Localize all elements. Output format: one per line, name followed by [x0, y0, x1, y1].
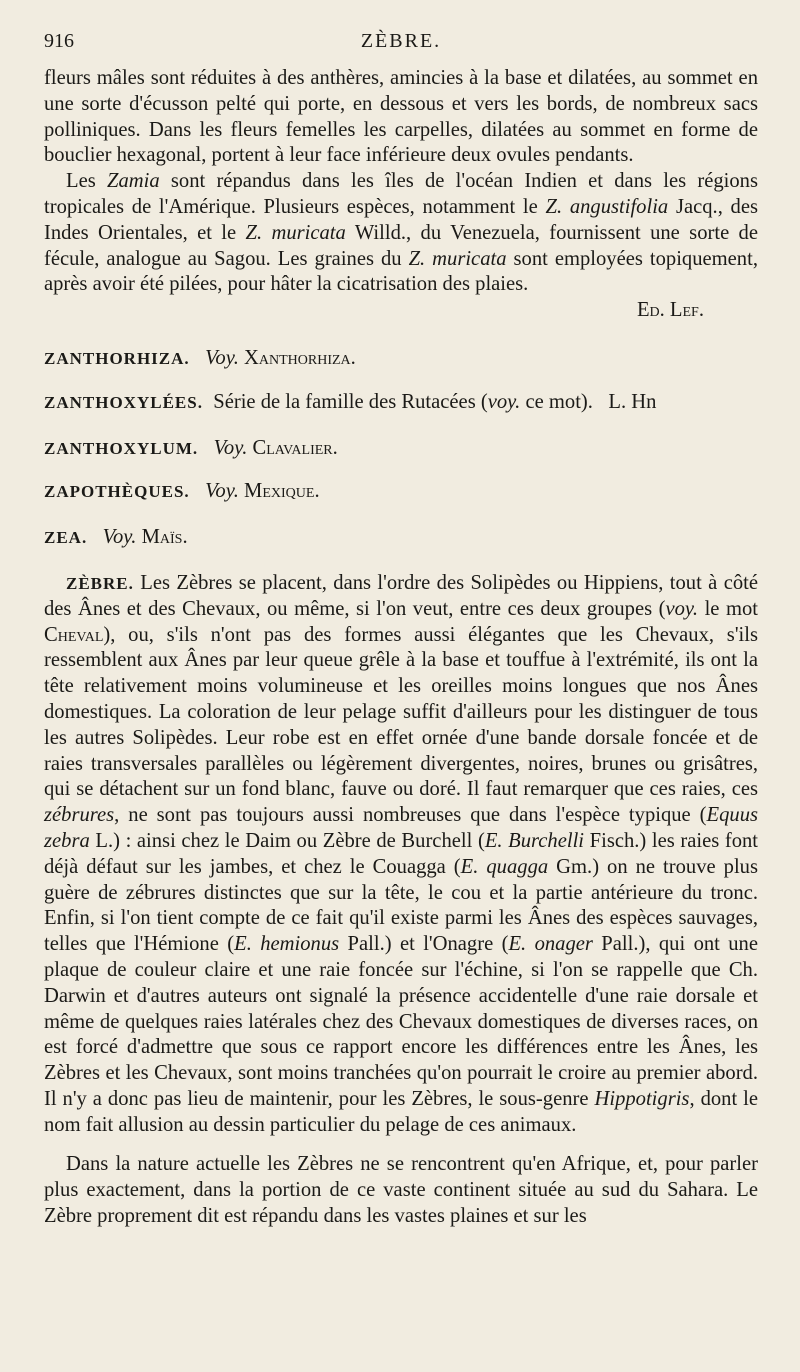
text-run: sont répandus dans les îles de l'océan Indien et dans les régions tropicales de l'Amérique. Plusieurs espèces, notamment le — [44, 170, 758, 218]
italic-run: voy. — [665, 597, 699, 620]
author-signature: Ed. Lef. — [636, 299, 704, 322]
zamia-paragraph-1: fleurs mâles sont réduites à des anthères, amincies à la base et dilatées, au sommet en une sorte d'écusson pelté qui porte, en dessous et vers les bords, de nombreux sacs polliniques. Dans les fleurs femelles les carpelles, dilatées au sommet en forme de bouclier hexagonal, portent à leur face inférieure deux ovules pendants. — [44, 67, 758, 167]
italic-run: Hippotigris — [594, 1087, 690, 1110]
italic-run: E. quagga — [460, 855, 549, 878]
text-run: ), ou, s'ils n'ont pas des formes aussi élégantes que les Chevaux, s'ils ressemblent aux Ânes par leur queue grêle à la base et touffue à l'extrémité, ils ont la tête relativement moins volumineuse et les oreilles moins longues que nos Ânes domestiques. La coloration de leur pelage suffit d'ailleurs pour les distinguer de tous les autres Solipèdes. Leur robe est en effet ornée d'une bande dorsale foncée et de raies transversales parallèles ou légèrement divergentes, noires, brunes ou grisâtres, qui se détachent sur un fond blanc, fauve ou doré. Il faut remarquer que ces raies, ces — [44, 623, 758, 801]
text-run: Jacq., des Indes Orientales, et le — [44, 195, 759, 244]
text-run: , ne sont pas toujours aussi nombreuses que dans l'espèce typique ( — [114, 804, 707, 827]
page-number: 916 — [44, 30, 74, 52]
entry-headword: ZAPOTHÈQUES. — [44, 482, 190, 502]
entry-headword: ZANTHOXYLUM. — [44, 438, 199, 458]
cross-reference: Mexique. — [244, 480, 320, 503]
entry-zapotheques — [44, 479, 758, 505]
entry-zanthoxylum — [44, 436, 758, 462]
cross-reference: Maïs. — [141, 526, 188, 549]
voy-ref: voy. — [487, 390, 521, 413]
italic-run: Equus zebra — [44, 804, 758, 852]
italic-run: Z. muricata — [245, 221, 346, 244]
zamia-paragraph-2 — [44, 169, 758, 298]
entry-headword: ZEA. — [44, 528, 88, 548]
italic-run: Z. muricata — [408, 247, 507, 270]
text-run: Les — [66, 170, 107, 193]
entry-text: ce mot). — [520, 390, 593, 413]
italic-run: E. Burchelli — [484, 829, 585, 852]
italic-run: Zamia — [106, 170, 160, 193]
cross-reference: Cheval — [44, 623, 104, 646]
zebre-paragraph-1 — [44, 571, 758, 1139]
italic-run: E. onager — [508, 933, 593, 956]
entry-text: Série de la famille des Rutacées ( — [213, 390, 488, 413]
page-header — [44, 30, 758, 66]
entry-zanthoxylees — [44, 390, 758, 416]
entry-zea — [44, 525, 758, 551]
text-run: Fisch.) les raies font déjà défaut sur les jambes, et chez le Couagga ( — [44, 829, 759, 878]
italic-run: zébrures — [44, 804, 115, 827]
entry-headword: ZANTHORHIZA. — [44, 348, 190, 368]
text-run: Gm.) on ne trouve plus guère de zébrures distinctes que sur la tête, le cou et la partie antérieure du tronc. Enfin, si l'on tient compte de ce fait qu'il existe parmi les Ânes des espèces sauvages, telles que l'Hémione ( — [44, 855, 758, 956]
text-run: , dont le nom fait allusion au dessin particulier du pelage de ces animaux. — [44, 1087, 759, 1136]
voy-ref: Voy. — [205, 480, 239, 503]
voy-ref: Voy. — [102, 526, 137, 549]
voy-ref: Voy. — [213, 436, 248, 459]
running-title: ZÈBRE. — [360, 30, 442, 52]
text-run: Willd., du Venezuela, fournissent une sorte de fécule, analogue au Sagou. Les graines du — [44, 221, 758, 270]
italic-run: Z. angustifolia — [545, 195, 669, 218]
voy-ref: Voy. — [205, 346, 239, 369]
text-run: L.) : ainsi chez le Daim ou Zèbre de Burchell ( — [89, 829, 485, 852]
entry-headword: ZANTHOXYLÉES. — [44, 392, 203, 412]
italic-run: E. hemionus — [234, 933, 340, 956]
zebre-paragraph-2: Dans la nature actuelle les Zèbres ne se rencontrent qu'en Afrique, et, pour parler plus exactement, dans la portion de ce vaste continent située au sud du Sahara. Le Zèbre proprement dit est répandu dans les vastes plaines et sur les — [44, 1153, 758, 1228]
author-signature: L. Hn — [608, 390, 657, 413]
cross-reference: Xanthorhiza. — [244, 346, 356, 369]
cross-reference: Clavalier. — [252, 436, 338, 459]
text-run: Les Zèbres se placent, dans l'ordre des Solipèdes ou Hippiens, tout à côté des Ânes et des Chevaux, ou même, si l'on veut, entre ces deux groupes ( — [44, 571, 758, 620]
entry-headword: ZÈBRE. — [66, 573, 134, 593]
entry-zanthorhiza — [44, 346, 758, 372]
text-run: sont employées topiquement, après avoir été pilées, pour hâter la cicatrisation des plaies. — [44, 247, 758, 296]
text-run: Pall.) et l'Onagre ( — [339, 933, 509, 956]
text-run: le mot — [698, 597, 758, 620]
text-run: Pall.), qui ont une plaque de couleur claire et une raie foncée sur l'échine, si l'on se rappelle que Ch. Darwin et d'autres auteurs ont signalé la présence accidentelle d'une raie dorsale et même de quelques raies latérales chez des Chevaux domestiques de diverses races, on est forcé d'admettre que sous ce rapport encore les différences entre les Ânes, les Zèbres et les Chevaux, sont moins tranchées qu'on pourrait le croire au premier abord. Il n'y a donc pas lieu de maintenir, pour les Zèbres, le sous-genre — [44, 933, 758, 1110]
